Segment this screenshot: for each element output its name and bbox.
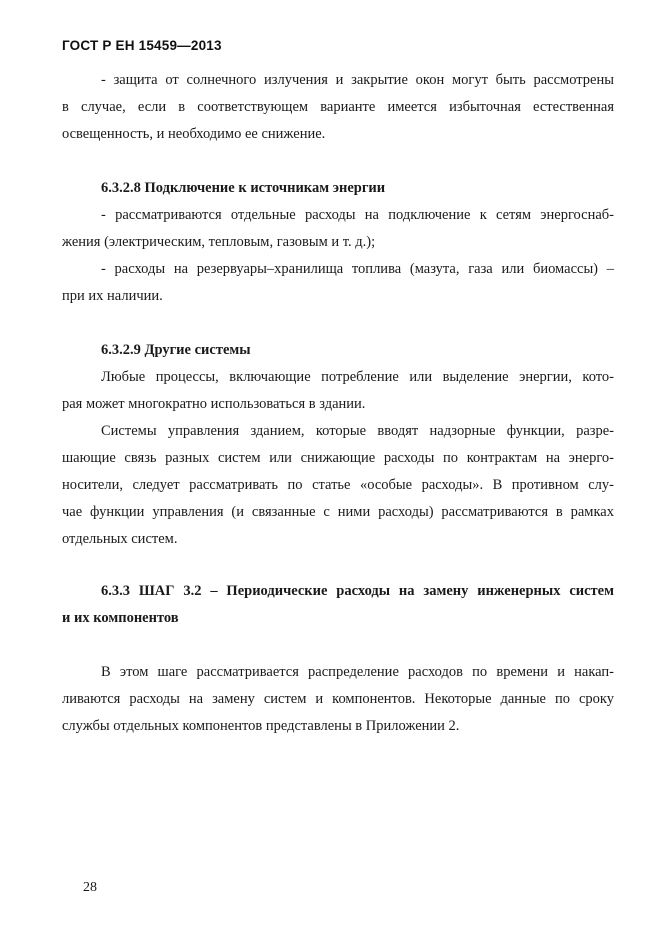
text-line: чае функции управления (и связанные с ними расходы) рассматриваются в рамках xyxy=(62,504,614,520)
section-heading: 6.3.2.9 Другие системы xyxy=(101,342,251,358)
text-line: при их наличии. xyxy=(62,288,163,304)
section-heading: 6.3.3 ШАГ 3.2 – Периодические расходы на замену инженерных систем xyxy=(101,583,614,599)
text-line: ливаются расходы на замену систем и компонентов. Некоторые данные по сроку xyxy=(62,691,614,707)
page-number: 28 xyxy=(83,880,97,895)
text-line: Системы управления зданием, которые вводят надзорные функции, разре- xyxy=(101,423,614,439)
text-line: отдельных систем. xyxy=(62,531,178,547)
text-line: - расходы на резервуары–хранилища топлива (мазута, газа или биомассы) – xyxy=(101,261,614,277)
section-heading: 6.3.2.8 Подключение к источникам энергии xyxy=(101,180,386,196)
text-line: - защита от солнечного излучения и закрытие окон могут быть рассмотрены xyxy=(101,72,614,88)
text-line: рая может многократно использоваться в здании. xyxy=(62,396,366,412)
document-header: ГОСТ Р ЕН 15459—2013 xyxy=(62,38,222,53)
text-line: В этом шаге рассматривается распределение расходов по времени и накап- xyxy=(101,664,614,680)
text-line: - рассматриваются отдельные расходы на подключение к сетям энергоснаб- xyxy=(101,207,614,223)
text-line: шающие связь разных систем или снижающие расходы по контрактам на энерго- xyxy=(62,450,614,466)
text-line: Любые процессы, включающие потребление или выделение энергии, кото- xyxy=(101,369,614,385)
text-line: освещенность, и необходимо ее снижение. xyxy=(62,126,326,142)
text-line: носители, следует рассматривать по статье «особые расходы». В противном слу- xyxy=(62,477,614,493)
text-line: жения (электрическим, тепловым, газовым и т. д.); xyxy=(62,234,376,250)
section-heading: и их компонентов xyxy=(62,610,179,626)
text-line: службы отдельных компонентов представлены в Приложении 2. xyxy=(62,718,460,734)
text-line: в случае, если в соответствующем варианте имеется избыточная естественная xyxy=(62,99,614,115)
